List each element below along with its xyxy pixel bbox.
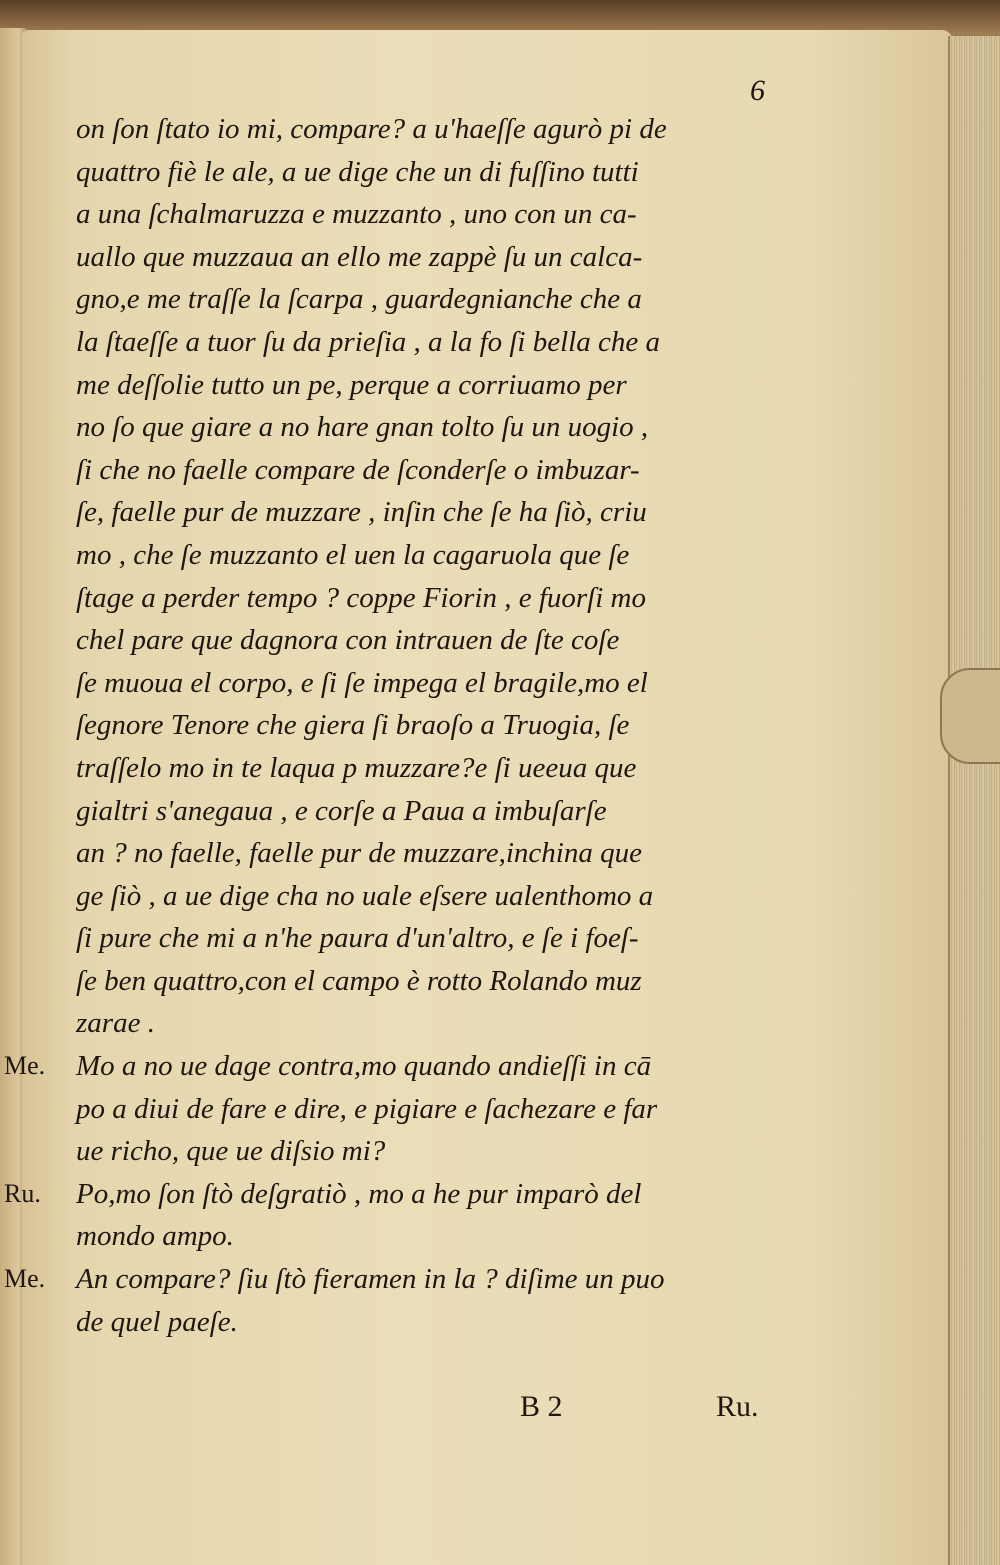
text-line: [60, 790, 790, 833]
line-text: de quel paeſe.: [76, 1305, 238, 1338]
line-text: on ſon ſtato io mi, compare? a u'haeſſe agurò pi de: [76, 113, 667, 145]
text-line: [60, 960, 790, 1003]
line-text: quattro fiè le ale, a ue dige che un di fuſſino tutti: [76, 155, 639, 188]
line-text: ſi che no faelle compare de ſconderſe o imbuzar-: [76, 453, 640, 486]
line-text: chel pare que dagnora con intrauen de ſte coſe: [76, 624, 620, 657]
page-number: 6: [750, 74, 765, 107]
text-line: [60, 704, 790, 747]
line-text: ſtage a perder tempo ? coppe Fiorin , e fuorſi mo: [76, 581, 646, 614]
text-line: [60, 1215, 790, 1258]
line-text: mondo ampo.: [76, 1220, 234, 1253]
line-text: Po,mo ſon ſtò deſgratiò , mo a he pur imparò del: [76, 1177, 642, 1210]
text-line: [60, 577, 790, 620]
catchword: Ru.: [716, 1390, 759, 1423]
line-text: mo , che ſe muzzanto el uen la cagaruola que ſe: [76, 538, 630, 571]
text-line: [60, 747, 790, 790]
text-line: [60, 1130, 790, 1173]
line-text: a una ſchalmaruzza e muzzanto , uno con un ca-: [76, 198, 637, 231]
text-block: [4, 108, 790, 1343]
text-line: [60, 151, 790, 194]
line-text: ſegnore Tenore che giera ſi braoſo a Truogia, ſe: [76, 709, 630, 742]
text-line: [4, 1258, 790, 1301]
line-text: ſe muoua el corpo, e ſi ſe impega el bragile,mo el: [76, 666, 648, 699]
text-line: [60, 406, 790, 449]
text-line: [60, 875, 790, 918]
line-text: ge ſiò , a ue dige cha no uale eſsere ualenthomo a: [76, 879, 654, 912]
text-line: [60, 917, 790, 960]
text-line: [60, 619, 790, 662]
line-text: traſſelo mo in te laqua p muzzare?e ſi ueeua que: [76, 751, 637, 784]
text-line: [4, 1173, 790, 1216]
line-text: ſe ben quattro,con el campo è rotto Rolando muz: [76, 964, 642, 997]
text-line: [60, 449, 790, 492]
line-text: uallo que muzzaua an ello me zappè ſu un calca-: [76, 240, 643, 273]
text-line: [60, 1301, 790, 1344]
speaker-label: Me.: [4, 1264, 46, 1294]
line-text: me deſſolie tutto un pe, perque a corriuamo per: [76, 368, 627, 401]
text-line: [60, 364, 790, 407]
line-text: an ? no faelle, faelle pur de muzzare,inchina que: [76, 837, 642, 870]
line-text: zarae .: [76, 1007, 155, 1040]
speaker-label: Ru.: [4, 1178, 41, 1208]
text-line: [60, 832, 790, 875]
line-text: ſe, faelle pur de muzzare , inſin che ſe ha ſiò, criu: [76, 496, 647, 529]
line-text: An compare? ſiu ſtò fieramen in la ? diſime un puo: [76, 1263, 665, 1296]
text-line: [60, 321, 790, 364]
line-text: Mo a no ue dage contra,mo quando andieſſi in cā: [76, 1050, 652, 1083]
page-fore-edge: [948, 36, 1000, 1565]
signature-mark: B 2: [520, 1390, 563, 1423]
text-line: [4, 1045, 790, 1088]
line-text: no ſo que giare a no hare gnan tolto ſu un uogio ,: [76, 411, 649, 444]
line-text: gno,e me traſſe la ſcarpa , guardegnianche che a: [76, 283, 642, 316]
line-text: la ſtaeſſe a tuor ſu da prieſia , a la fo ſi bella che a: [76, 325, 660, 358]
text-line: [60, 236, 790, 279]
text-line: [60, 1088, 790, 1131]
line-text: gialtri s'anegaua , e corſe a Paua a imbuſarſe: [76, 794, 607, 827]
text-line: [60, 193, 790, 236]
line-text: ue richo, que ue diſsio mi?: [76, 1135, 386, 1168]
text-line: [60, 491, 790, 534]
text-line: [60, 534, 790, 577]
line-text: po a diui de fare e dire, e pigiare e ſachezare e far: [76, 1092, 658, 1125]
text-line: [60, 1002, 790, 1045]
line-text: ſi pure che mi a n'he paura d'un'altro, e ſe i foeſ-: [76, 922, 639, 955]
speaker-label: Me.: [4, 1051, 46, 1081]
page-tab-marker: [940, 668, 1000, 764]
text-line: [60, 662, 790, 705]
text-line: [60, 278, 790, 321]
text-line: [60, 108, 790, 151]
